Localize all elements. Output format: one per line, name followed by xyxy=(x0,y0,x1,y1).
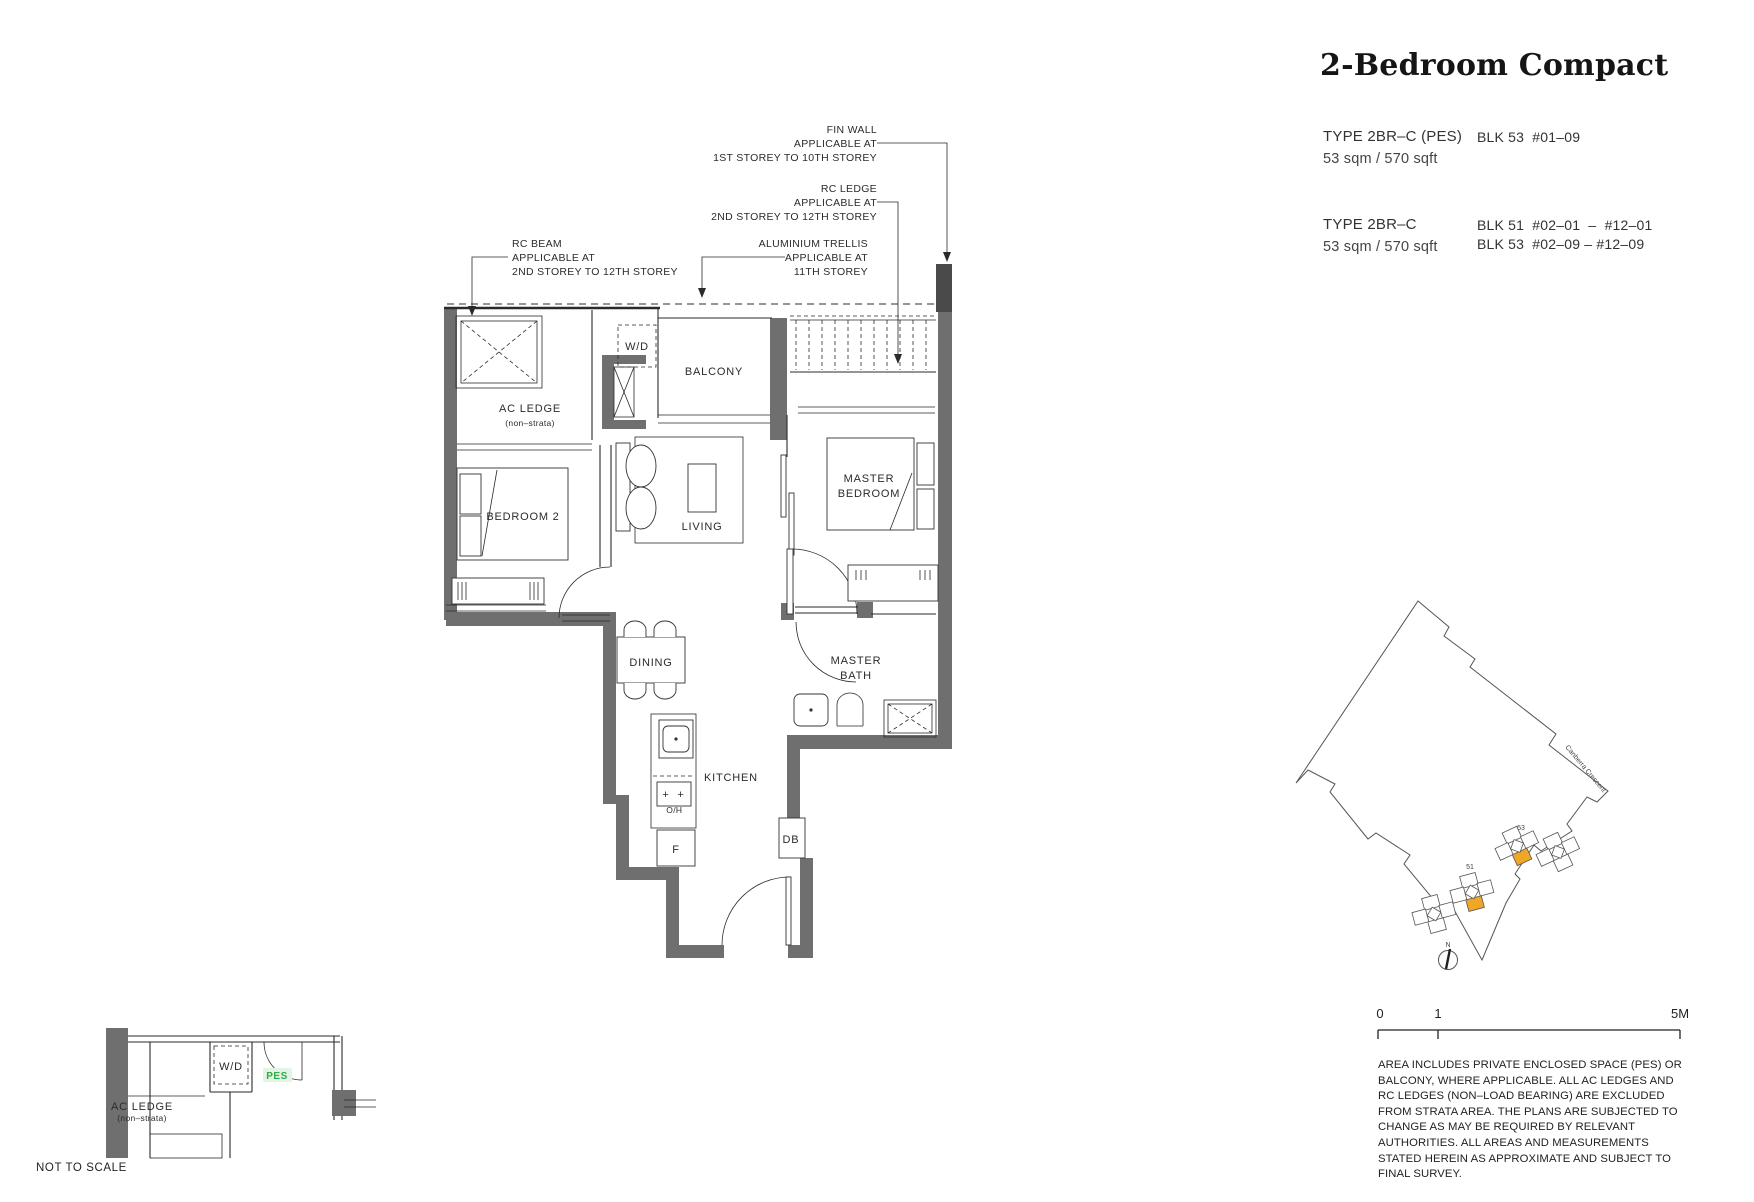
hob-burner-icon: + xyxy=(677,789,685,801)
disclaimer-line: CHANGE AS MAY BE REQUIRED BY RELEVANT xyxy=(1378,1121,1636,1134)
svg-text:N: N xyxy=(1445,942,1451,949)
label-bath-2: BATH xyxy=(840,670,872,682)
site-road-label: Canberra Crescent xyxy=(1563,744,1607,794)
living-furniture xyxy=(616,437,743,543)
label-kitchen: KITCHEN xyxy=(704,772,758,784)
disclaimer-line: BALCONY, WHERE APPLICABLE. ALL AC L​EDGES AND xyxy=(1378,1074,1674,1087)
room-labels xyxy=(486,341,900,856)
master-sliding-door xyxy=(781,455,794,555)
label-bath-1: MASTER xyxy=(830,655,882,667)
label-ac-ledge: AC LEDGE xyxy=(498,403,562,415)
callout-rc-ledge: RC LEDGE xyxy=(820,183,877,195)
label-fridge: F xyxy=(672,844,680,856)
site-label-blk53: 53 xyxy=(1517,825,1525,832)
trellis-hatch xyxy=(790,316,936,370)
scale-0: 0 xyxy=(1376,1006,1384,1021)
svg-text:1ST STOREY TO 10TH STOREY: 1ST STOREY TO 10TH STOREY xyxy=(713,152,877,164)
type2-blocks-1: BLK 51 #02–01 – #12–01 xyxy=(1477,217,1653,233)
disclaimer-line: FROM STRATA AREA. THE PLANS ARE SUBJECTED TO xyxy=(1378,1105,1678,1118)
type1-area: 53 sqm / 570 sqft xyxy=(1323,151,1438,167)
callout-rc-beam: RC BEAM xyxy=(512,238,562,250)
svg-text:2ND STOREY TO 12TH STOREY: 2ND STOREY TO 12TH STOREY xyxy=(711,211,877,223)
page-title: 2-Bedroom Compact xyxy=(1320,48,1669,83)
label-master-2: BEDROOM xyxy=(837,488,901,500)
wd-closet xyxy=(614,325,656,417)
svg-text:APPLICABLE AT: APPLICABLE AT xyxy=(512,252,596,264)
not-to-scale-note: NOT TO SCALE xyxy=(36,1162,127,1174)
label-pes: PES xyxy=(266,1071,288,1082)
scale-1: 1 xyxy=(1434,1006,1442,1021)
svg-text:APPLICABLE AT: APPLICABLE AT xyxy=(793,197,877,209)
label-balcony: BALCONY xyxy=(684,366,744,378)
label-living: LIVING xyxy=(681,521,723,533)
callout-trellis: ALUMINIUM TRELLIS xyxy=(758,238,868,250)
disclaimer-line: RC LEDGES (NON–LOAD BEARING) ARE EXCLUDED xyxy=(1378,1090,1665,1103)
label-dining: DINING xyxy=(629,657,673,669)
svg-text:2ND STOREY TO 12TH STOREY: 2ND STOREY TO 12TH STOREY xyxy=(512,266,678,278)
ac-ledge-hatch xyxy=(456,316,542,388)
master-furniture xyxy=(827,438,938,601)
detail-label-ac-ledge: AC LEDGE xyxy=(110,1101,174,1113)
bath-fixtures xyxy=(794,693,936,737)
disclaimer-line: AREA INCLUDES PRIVATE ENCLOSED SPACE (PES) OR xyxy=(1378,1059,1682,1071)
label-ac-ledge-sub: (non–strata) xyxy=(505,418,555,428)
callout-texts xyxy=(512,124,877,278)
hob-label: H/O xyxy=(665,805,683,815)
detail-label-wd: W/D xyxy=(219,1061,243,1073)
main-floor-plan xyxy=(444,124,952,958)
scale-bar xyxy=(1376,1006,1689,1039)
north-arrow-icon xyxy=(1439,942,1458,970)
callout-fin-wall: FIN WALL xyxy=(826,124,877,136)
disclaimer-line: AUTHORITIES. ALL AREAS AND MEASUREMENTS xyxy=(1378,1136,1649,1149)
type2-blocks-2: BLK 53 #02–09 – #12–09 xyxy=(1477,236,1645,252)
type2-area: 53 sqm / 570 sqft xyxy=(1323,239,1438,255)
detail-label-ac-ledge-sub: (non–strata) xyxy=(117,1113,167,1123)
label-wd: W/D xyxy=(625,341,649,353)
type1-name: TYPE 2BR–C (PES) xyxy=(1323,128,1463,145)
pes-detail-plan xyxy=(106,1028,376,1158)
disclaimer xyxy=(1378,1058,1718,1183)
label-db: DB xyxy=(782,834,800,846)
scale-5m: 5M xyxy=(1670,1006,1690,1021)
site-plan xyxy=(1296,601,1608,970)
bedroom2-furniture xyxy=(452,468,568,604)
type1-blocks: BLK 53 #01–09 xyxy=(1477,129,1581,145)
label-master-1: MASTER xyxy=(843,473,895,485)
svg-text:APPLICABLE AT: APPLICABLE AT xyxy=(784,252,868,264)
disclaimer-line: STATED HEREIN AS APPROXIMATE AND SUBJECT TO xyxy=(1378,1152,1672,1165)
svg-text:APPLICABLE AT: APPLICABLE AT xyxy=(793,138,877,150)
label-bedroom2: BEDROOM 2 xyxy=(486,511,560,523)
site-label-blk51: 51 xyxy=(1466,864,1474,871)
hob-burner-icon: + xyxy=(662,789,670,801)
type2-name: TYPE 2BR–C xyxy=(1323,216,1417,233)
disclaimer-line: FINAL SURVEY. xyxy=(1378,1168,1462,1181)
site-cluster xyxy=(1531,827,1584,877)
svg-text:11TH STOREY: 11TH STOREY xyxy=(793,266,868,278)
